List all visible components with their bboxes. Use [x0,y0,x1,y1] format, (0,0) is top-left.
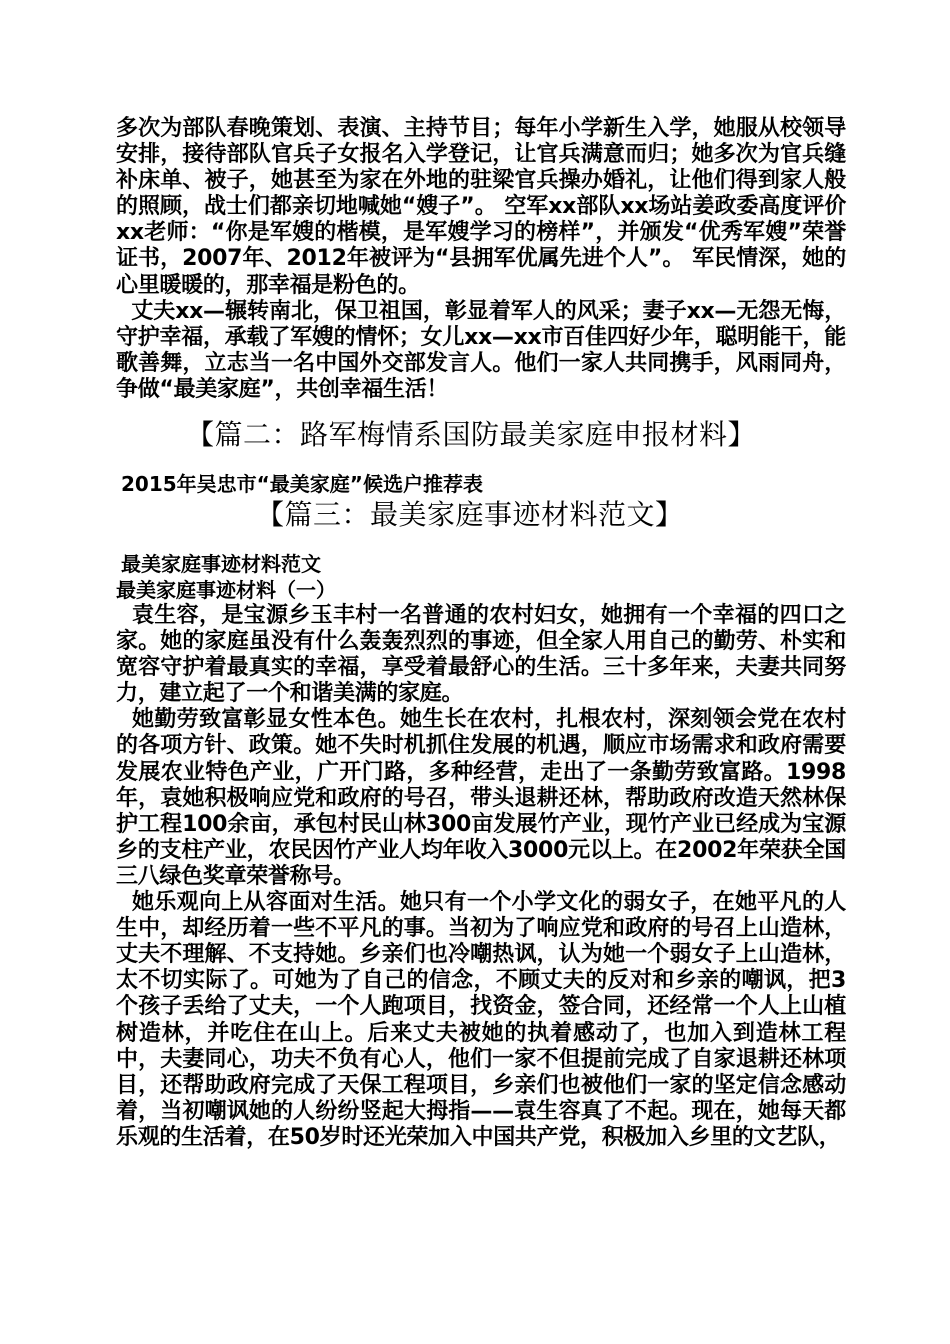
intro-text-block [116,116,846,403]
story-paragraph-3: 她乐观向上从容面对生活。她只有一个小学文化的弱女子，在她平凡的人生中，却经历着一些不平凡的事。当初为了响应党和政府的号召上山造林，丈夫不理解、不支持她。乡亲们也冷嘲热讽，认为她一个弱女子上山造林，太不切实际了。可她为了自己的信念，不顾丈夫的反对和乡亲的嘲讽，把3个孩子丢给了丈夫，一个人跑项目，找资金，签合同，还经常一个人上山植树造林，并吃住在山上。后来丈夫被她的执着感动了，也加入到造林工程中，夫妻同心，功夫不负有心人，他们一家不但提前完成了自家退耕还林项目，还帮助政府完成了天保工程项目，乡亲们也被他们一家的坚定信念感动着，当初嘲讽她的人纷纷竖起大拇指——袁生容真了不起。现在，她每天都乐观的生活着，在50岁时还光荣加入中国共产党，积极加入乡里的文艺队， [116,890,846,1150]
section-subtitle: 最美家庭事迹材料（一） [116,578,336,602]
chapter-three-heading: 【篇三：最美家庭事迹材料范文】 [256,498,684,531]
chapter-two-heading: 【篇二：路军梅情系国防最美家庭申报材料】 [186,418,757,451]
story-text-block [116,603,846,1151]
recommend-form-title: 2015年吴忠市“最美家庭”候选户推荐表 [121,472,483,496]
section-title: 最美家庭事迹材料范文 [121,552,321,576]
story-paragraph-1: 袁生容，是宝源乡玉丰村一名普通的农村妇女，她拥有一个幸福的四口之家。她的家庭虽没有什么轰轰烈烈的事迹，但全家人用自己的勤劳、朴实和宽容守护着最真实的幸福，享受着最舒心的生活。三十多年来，夫妻共同努力，建立起了一个和谐美满的家庭。 [116,603,846,707]
story-paragraph-2: 她勤劳致富彰显女性本色。她生长在农村，扎根农村，深刻领会党在农村的各项方针、政策。她不失时机抓住发展的机遇，顺应市场需求和政府需要发展农业特色产业，广开门路，多种经营，走出了一条勤劳致富路。1998年，袁她积极响应党和政府的号召，带头退耕还林，帮助政府改造天然林保护工程100余亩，承包村民山林300亩发展竹产业，现竹产业已经成为宝源乡的支柱产业，农民因竹产业人均年收入3000元以上。在2002年荣获全国三八绿色奖章荣誉称号。 [116,707,846,889]
intro-paragraph-1: 多次为部队春晚策划、表演、主持节目；每年小学新生入学，她服从校领导安排，接待部队官兵子女报名入学登记，让官兵满意而归；她多次为官兵缝补床单、被子，她甚至为家在外地的驻梁官兵操办婚礼，让他们得到家人般的照顾，战士们都亲切地喊她“嫂子”。 空军xx部队xx场站姜政委高度评价xx老师：“你是军嫂的楷模，是军嫂学习的榜样”，并颁发“优秀军嫂”荣誉证书，2007年、2012年被评为“县拥军优属先进个人”。 军民情深，她的心里暖暖的，那幸福是粉色的。 [116,116,846,298]
intro-paragraph-2: 丈夫xx—辗转南北，保卫祖国，彰显着军人的风采；妻子xx—无怨无悔，守护幸福，承载了军嫂的情怀；女儿xx—xx市百佳四好少年，聪明能干，能歌善舞，立志当一名中国外交部发言人。他们一家人共同携手，风雨同舟，争做“最美家庭”，共创幸福生活！ [116,298,846,402]
